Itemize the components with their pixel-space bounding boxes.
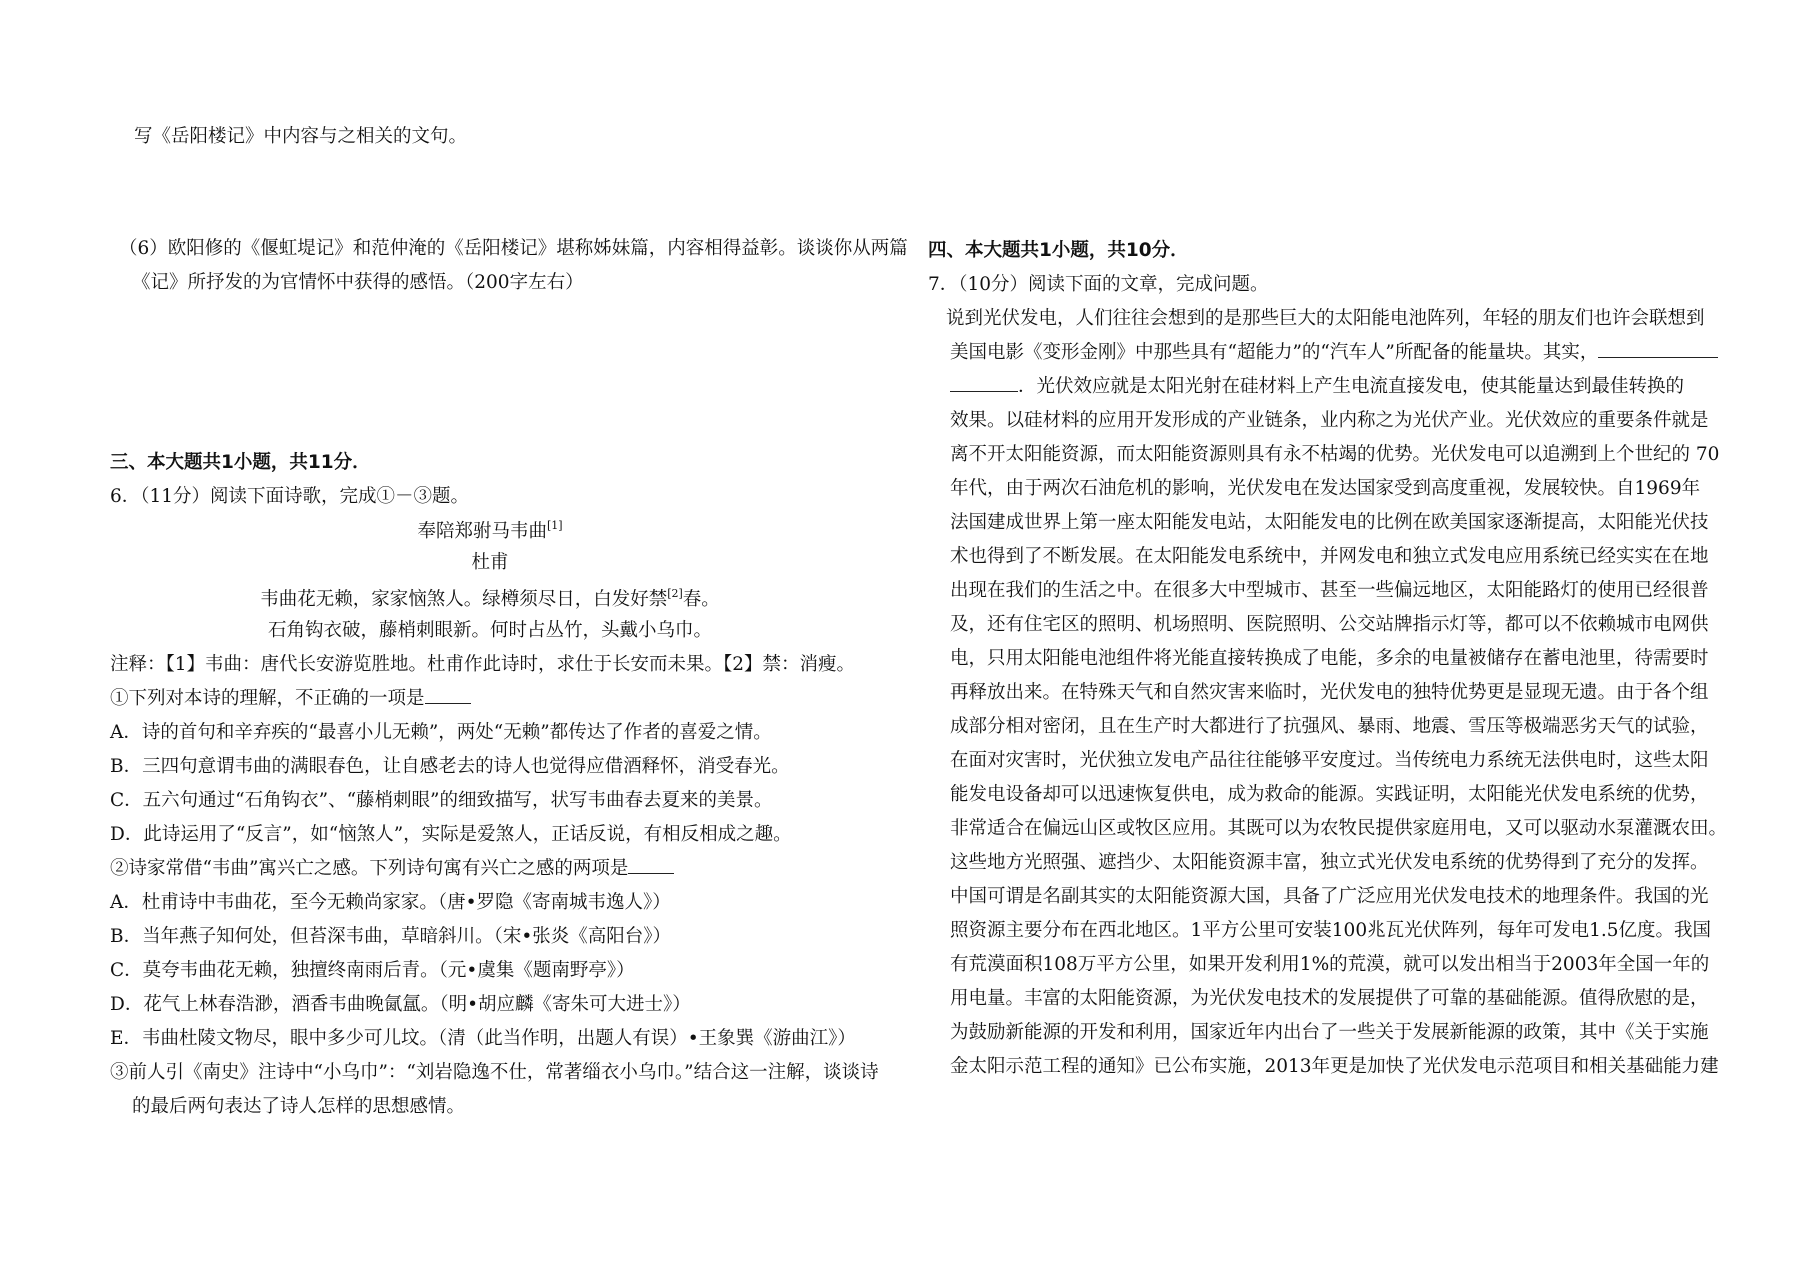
passage-line: 能发电设备却可以迅速恢复供电，成为救命的能源。实践证明，太阳能光伏发电系统的优势， — [950, 784, 1709, 805]
passage-line: 非常适合在偏远山区或牧区应用。其既可以为农牧民提供家庭用电，又可以驱动水泵灌溉农田。 — [950, 818, 1728, 839]
passage-line: 说到光伏发电，人们往往会想到的是那些巨大的太阳能电池阵列，年轻的朋友们也许会联想到 — [946, 308, 1705, 329]
passage-line: 中国可谓是名副其实的太阳能资源大国，具备了广泛应用光伏发电技术的地理条件。我国的光 — [950, 886, 1709, 907]
poem-line1 — [90, 588, 890, 610]
passage-line: 为鼓励新能源的开发和利用，国家近年内出台了一些关于发展新能源的政策，其中《关于实施 — [950, 1022, 1709, 1043]
poem-title-note: [1] — [546, 519, 563, 532]
passage-line: 法国建成世界上第一座太阳能发电站，太阳能发电的比例在欧美国家逐渐提高，太阳能光伏技 — [950, 512, 1709, 533]
q1-option-b: B．三四句意谓韦曲的满眼春色，让自感老去的诗人也觉得应借酒释怀，消受春光。 — [110, 756, 790, 777]
passage-line-text: 美国电影《变形金刚》中那些具有“超能力”的“汽车人”所配备的能量块。其实， — [950, 342, 1599, 363]
poem-title — [90, 520, 890, 542]
passage-blank-2[interactable] — [950, 390, 1018, 392]
q3-line2: 的最后两句表达了诗人怎样的思想感情。 — [132, 1096, 466, 1117]
q6-sub6-line2: 《记》所抒发的为官情怀中获得的感悟。（200字左右） — [132, 272, 584, 293]
q1-stem-line — [110, 690, 471, 709]
passage-line: 年代，由于两次石油危机的影响，光伏发电在发达国家受到高度重视，发展较快。自1969年 — [950, 478, 1701, 499]
poem-line1-note: [2] — [667, 587, 683, 600]
q6-sub6-line1: （6）欧阳修的《偃虹堤记》和范仲淹的《岳阳楼记》堪称姊妹篇，内容相得益彰。谈谈你从两篇 — [119, 238, 908, 259]
q6-intro: 6．（11分）阅读下面诗歌，完成①－③题。 — [110, 486, 470, 507]
passage-line: 照资源主要分布在西北地区。1平方公里可安装100兆瓦光伏阵列，每年可发电1.5亿度。我国 — [950, 920, 1712, 941]
passage-line: 再释放出来。在特殊天气和自然灾害来临时，光伏发电的独特优势更是显现无遗。由于各个组 — [950, 682, 1709, 703]
q7-intro: 7．（10分）阅读下面的文章，完成问题。 — [928, 274, 1269, 295]
passage-line: 离不开太阳能资源，而太阳能资源则具有永不枯竭的优势。光伏发电可以追溯到上个世纪的 70 — [950, 444, 1720, 465]
q2-option-b: B．当年燕子知何处，但苔深韦曲，草暗斜川。（宋•张炎《高阳台》） — [110, 926, 672, 947]
section4-heading: 四、本大题共1小题，共10分． — [928, 240, 1189, 261]
continuation-line: 写《岳阳楼记》中内容与之相关的文句。 — [134, 126, 468, 147]
poem-line1-b: 春。 — [682, 589, 720, 610]
passage-line: 用电量。丰富的太阳能资源，为光伏发电技术的发展提供了可靠的基础能源。值得欣慰的是， — [950, 988, 1709, 1009]
q2-option-a: A．杜甫诗中韦曲花，至今无赖尚家家。（唐•罗隐《寄南城韦逸人》） — [110, 892, 671, 913]
passage-line: 成部分相对密闭，且在生产时大都进行了抗强风、暴雨、地震、雪压等极端恶劣天气的试验， — [950, 716, 1709, 737]
passage-line: 电，只用太阳能电池组件将光能直接转换成了电能，多余的电量被储存在蓄电池里，待需要时 — [950, 648, 1709, 669]
q2-stem: ②诗家常借“韦曲”寓兴亡之感。下列诗句寓有兴亡之感的两项是 — [110, 858, 629, 879]
q2-stem-line — [110, 860, 674, 879]
poem-title-text: 奉陪郑驸马韦曲 — [417, 521, 547, 542]
q2-answer-blank[interactable] — [628, 872, 674, 874]
passage-line: 出现在我们的生活之中。在很多大中型城市、甚至一些偏远地区，太阳能路灯的使用已经很普 — [950, 580, 1709, 601]
q1-stem: ①下列对本诗的理解，不正确的一项是 — [110, 688, 425, 709]
passage-line — [950, 378, 1684, 397]
poem-annotation: 注释：【1】韦曲：唐代长安游览胜地。杜甫作此诗时，求仕于长安而未果。【2】禁：消瘦。 — [110, 654, 856, 675]
passage-line: 在面对灾害时，光伏独立发电产品往往能够平安度过。当传统电力系统无法供电时，这些太阳 — [950, 750, 1709, 771]
passage-line: 有荒漠面积108万平方公里，如果开发利用1%的荒漠，就可以发出相当于2003年全国一年的 — [950, 954, 1710, 975]
passage-line: 效果。以硅材料的应用开发形成的产业链条，业内称之为光伏产业。光伏效应的重要条件就是 — [950, 410, 1709, 431]
passage-line: 金太阳示范工程的通知》已公布实施，2013年更是加快了光伏发电示范项目和相关基础能力建 — [950, 1056, 1719, 1077]
q3-line1: ③前人引《南史》注诗中“小乌巾”：“刘岩隐逸不仕，常著缁衣小乌巾。”结合这一注解，谈谈诗 — [110, 1062, 879, 1083]
passage-blank-1[interactable] — [1598, 356, 1718, 358]
passage-line: 及，还有住宅区的照明、机场照明、医院照明、公交站牌指示灯等，都可以不依赖城市电网供 — [950, 614, 1709, 635]
q1-option-d: D．此诗运用了“反言”，如“恼煞人”，实际是爱煞人，正话反说，有相反相成之趣。 — [110, 824, 792, 845]
passage-line-text: ．光伏效应就是太阳光射在硅材料上产生电流直接发电，使其能量达到最佳转换的 — [1018, 376, 1685, 397]
poem-line1-a: 韦曲花无赖，家家恼煞人。绿樽须尽日，白发好禁 — [260, 589, 668, 610]
q2-option-c: C．莫夸韦曲花无赖，独擅终南雨后青。（元•虞集《题南野亭》） — [110, 960, 635, 981]
q1-option-a: A．诗的首句和辛弃疾的“最喜小儿无赖”，两处“无赖”都传达了作者的喜爱之情。 — [110, 722, 772, 743]
passage-line: 这些地方光照强、遮挡少、太阳能资源丰富，独立式光伏发电系统的优势得到了充分的发挥。 — [950, 852, 1709, 873]
passage-line: 术也得到了不断发展。在太阳能发电系统中，并网发电和独立式发电应用系统已经实实在在地 — [950, 546, 1709, 567]
q1-answer-blank[interactable] — [425, 702, 471, 704]
q2-option-e: E．韦曲杜陵文物尽，眼中多少可儿坟。（清（此当作明，出题人有误）•王象巽《游曲江》） — [110, 1028, 856, 1049]
poem-line2: 石角钩衣破，藤梢刺眼新。何时占丛竹，头戴小乌巾。 — [267, 620, 712, 641]
passage-line — [950, 344, 1718, 363]
q2-option-d: D．花气上林春浩渺，酒香韦曲晚氤氲。（明•胡应麟《寄朱可大进士》） — [110, 994, 691, 1015]
q1-option-c: C．五六句通过“石角钩衣”、“藤梢刺眼”的细致描写，状写韦曲春去夏来的美景。 — [110, 790, 773, 811]
poem-author: 杜甫 — [471, 552, 509, 573]
section3-heading: 三、本大题共1小题，共11分． — [110, 452, 371, 473]
